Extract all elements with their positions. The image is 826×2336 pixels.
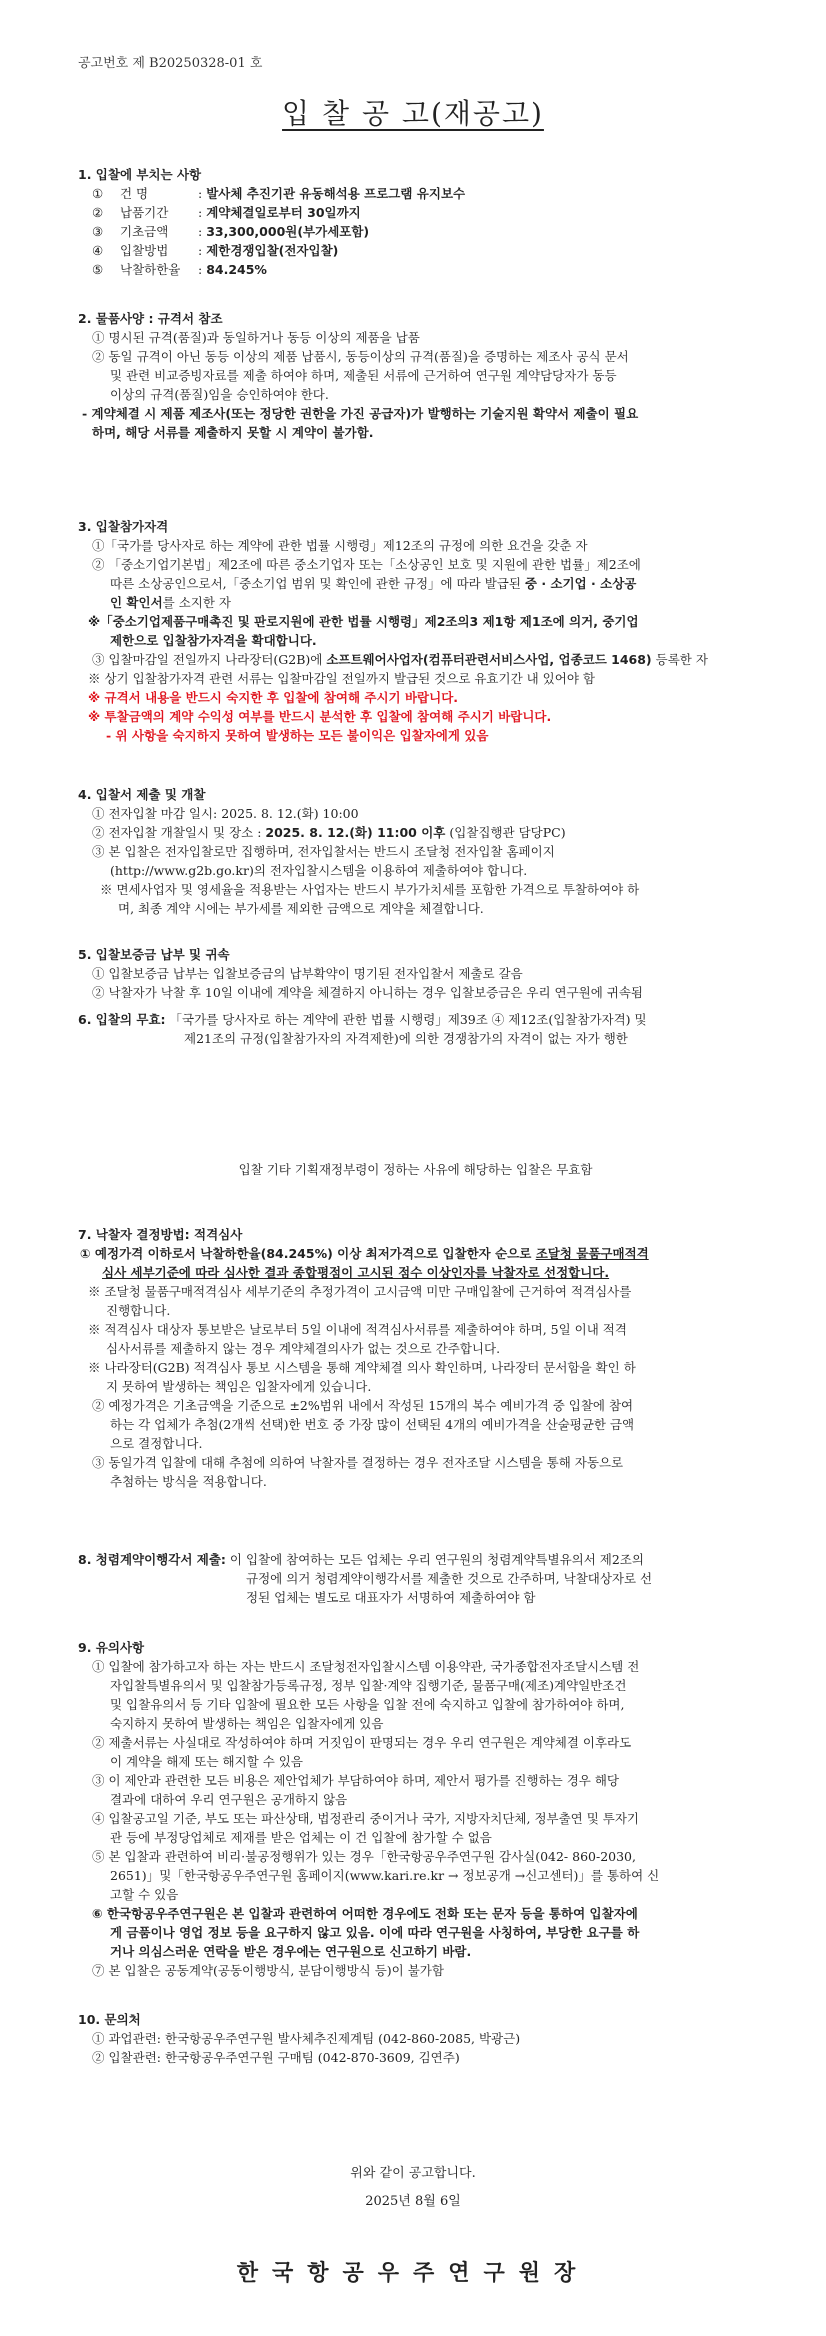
list-item: ② 납품기간 : 계약체결일로부터 30일까지 (92, 205, 361, 220)
section-7: 7. 낙찰자 결정방법: 적격심사 ① 예정가격 이하로서 낙찰하한율(84.245%) 이상 최저가격으로 입찰한자 순으로 조달청 물품구매적격 심사 세부기준에 따라 심사한 결과 종합평점이 고시된 점수 이상인자를 낙찰자로 선정합니다. ※ 조달청 물품구매적격심사 세부기준의 추정가격이 고시금액 미만 구매입찰에 근거하여 적격심사를 진행합니다. ※ 적격심사 대상자 통보받은 날로부터 5일 이내에 적격심사서류를 제출하여야 하며, 5일 이내 적격 심사서류를 제출하지 않는 경우 계약체결의사가 없는 것으로 간주합니다. ※ 나라장터(G2B) 적격심사 통보 시스템을 통해 계약체결 의사 확인하며, 나라장터 문서함을 확인 하 지 못하여 발생하는 책임은 입찰자에게 있습니다. ② 예정가격은 기초금액을 기준으로 ±2%범위 내에서 작성된 15개의 복수 예비가격 중 입찰에 참여 하는 각 업체가 추첨(2개씩 선택)한 번호 중 가장 많이 선택된 4개의 예비가격을 산술평균한 금액 으로 결정합니다. ③ 동일가격 입찰에 대해 추첨에 의하여 낙찰자를 결정하는 경우 전자조달 시스템을 통해 자동으로 추첨하는 방식을 적용합니다. (78, 1225, 753, 1491)
list-item: ③ 기초금액 : 33,300,000원(부가세포함) (92, 224, 370, 239)
section-3: 3. 입찰참가자격 ①「국가를 당사자로 하는 계약에 관한 법률 시행령」제12조의 규정에 의한 요건을 갖춘 자 ② 「중소기업기본법」제2조에 따른 중소기업자 또는「소상공인 보호 및 지원에 관한 법률」제2조에 따른 소상공인으로서,「중소기업 범위 및 확인에 관한 규정」에 따라 발급된 중 · 소기업 · 소상공 인 확인서를 소지한 자 ※「중소기업제품구매촉진 및 판로지원에 관한 법률 시행령」제2조의3 제1항 제1조에 의거, 중기업 제한으로 입찰참가자격을 확대합니다. ③ 입찰마감일 전일까지 나라장터(G2B)에 소프트웨어사업자(컴퓨터관련서비스사업, 업종코드 1468) 등록한 자 ※ 상기 입찰참가자격 관련 서류는 입찰마감일 전일까지 발급된 것으로 유효기간 내 있어야 함 ※ 규격서 내용을 반드시 숙지한 후 입찰에 참여해 주시기 바랍니다. ※ 투찰금액의 계약 수익성 여부를 반드시 분석한 후 입찰에 참여해 주시기 바랍니다. - 위 사항을 숙지하지 못하여 발생하는 모든 불이익은 입찰자에게 있음 (78, 517, 753, 745)
item-label: 낙찰하한율 (120, 262, 181, 277)
item-value: 발사체 추진기관 유동해석용 프로그램 유지보수 (206, 186, 466, 201)
list-item: ④ 입찰방법 : 제한경쟁입찰(전자입찰) (92, 243, 339, 258)
contact-bidding: ② 입찰관련: 한국항공우주연구원 구매팀 (042-870-3609, 김연주) (92, 2050, 460, 2065)
item-value: 계약체결일로부터 30일까지 (206, 205, 361, 220)
page-title: 입 찰 공 고(재공고) (282, 97, 544, 130)
section-10 (78, 2010, 753, 2067)
section-2: 2. 물품사양 : 규격서 참조 ① 명시된 규격(품질)과 동일하거나 동등 이상의 제품을 납품 ② 동일 규격이 아닌 동등 이상의 제품 납품시, 동등이상의 규격(품질)을 증명하는 제조사 공식 문서 및 관련 비교증빙자료를 제출 하여야 하며, 제출된 서류에 근거하여 연구원 계약담당자가 동등 이상의 규격(품질)임을 승인하여야 한다. - 계약체결 시 제품 제조사(또는 정당한 권한을 가진 공급자)가 발행하는 기술지원 확약서 제출이 필요 하며, 해당 서류를 제출하지 못할 시 계약이 불가함. (78, 309, 753, 442)
warning-notice: - 위 사항을 숙지하지 못하여 발생하는 모든 불이익은 입찰자에게 있음 (106, 728, 489, 743)
item-value: 제한경쟁입찰(전자입찰) (206, 243, 339, 258)
warning-notice: ※ 투찰금액의 계약 수익성 여부를 반드시 분석한 후 입찰에 참여해 주시기 바랍니다. (88, 709, 552, 724)
section-6-heading: 6. 입찰의 무효: (78, 1012, 166, 1027)
section-8-heading: 8. 청렴계약이행각서 제출: (78, 1552, 226, 1567)
section-1 (78, 165, 753, 279)
item-label: 납품기간 (120, 205, 169, 220)
list-item: ① 건 명 : 발사체 추진기관 유동해석용 프로그램 유지보수 (92, 186, 466, 201)
section-5: 5. 입찰보증금 납부 및 귀속 ① 입찰보증금 납부는 입찰보증금의 납부확약이 명기된 전자입찰서 제출로 갈음 ② 낙찰자가 낙찰 후 10일 이내에 계약을 체결하지 아니하는 경우 입찰보증금은 우리 연구원에 귀속됨 (78, 945, 753, 1002)
section-9: 9. 유의사항 ① 입찰에 참가하고자 하는 자는 반드시 조달청전자입찰시스템 이용약관, 국가종합전자조달시스템 전 자입찰특별유의서 및 입찰참가등록규정, 정부 입찰·계약 집행기준, 물품구매(제조)계약일반조건 및 입찰유의서 등 기타 입찰에 필요한 모든 사항을 입찰 전에 숙지하고 입찰에 참가하여야 하며, 숙지하지 못하여 발생하는 책임은 입찰자에게 있음 ② 제출서류는 사실대로 작성하여야 하며 거짓임이 판명되는 경우 우리 연구원은 계약체결 이후라도 이 계약을 해제 또는 해지할 수 있음 ③ 이 제안과 관련한 모든 비용은 제안업체가 부담하여야 하며, 제안서 평가를 진행하는 경우 해당 결과에 대하여 우리 연구원은 공개하지 않음 ④ 입찰공고일 기준, 부도 또는 파산상태, 법정관리 중이거나 국가, 지방자치단체, 정부출연 및 투자기 관 등에 부정당업체로 제재를 받은 업체는 이 건 입찰에 참가할 수 없음 ⑤ 본 입찰과 관련하여 비리·불공정행위가 있는 경우「한국항공우주연구원 감사실(042- 860-2030, 2651)」및「한국항공우주연구원 홈페이지(www.kari.re.kr → 정보공개 →신고센터)」를 통하여 신 고할 수 있음 ⑥ 한국항공우주연구원은 본 입찰과 관련하여 어떠한 경우에도 전화 또는 문자 등을 통하여 입찰자에 게 금품이나 영업 정보 등을 요구하지 않고 있음. 이에 따라 연구원을 사칭하여, 부당한 요구를 하 거나 의심스러운 연락을 받은 경우에는 연구원으로 신고하기 바람. ⑦ 본 입찰은 공동계약(공동이행방식, 분담이행방식 등)이 불가함 (78, 1638, 753, 1980)
section-4-heading: 4. 입찰서 제출 및 개찰 (78, 787, 206, 802)
section-3-heading: 3. 입찰참가자격 (78, 519, 169, 534)
item-label: 건 명 (120, 186, 149, 201)
item-value: 33,300,000원(부가세포함) (206, 224, 370, 239)
notice-number: 공고번호 제 B20250328-01 호 (78, 56, 263, 71)
section-7-heading: 7. 낙찰자 결정방법: 적격심사 (78, 1227, 243, 1242)
section-5-heading: 5. 입찰보증금 납부 및 귀속 (78, 947, 230, 962)
section-8: 8. 청렴계약이행각서 제출: 이 입찰에 참여하는 모든 업체는 우리 연구원의 청렴계약특별유의서 제2조의 규정에 의거 청렴계약이행각서를 제출한 것으로 간주하며, 낙찰대상자로 선 정된 업체는 별도로 대표자가 서명하여 제출하여야 함 (78, 1552, 653, 1605)
closing-statement: 위와 같이 공고합니다. (350, 2166, 476, 2181)
item-value: 84.245% (206, 262, 267, 277)
contact-task: ① 과업관련: 한국항공우주연구원 발사체추진제계팀 (042-860-2085, 박광근) (92, 2031, 521, 2046)
list-item: ⑤ 낙찰하한율 : 84.245% (92, 262, 267, 277)
issuing-agency: 한국항공우주연구원장 (236, 2261, 590, 2286)
section-1-heading: 1. 입찰에 부치는 사항 (78, 167, 202, 182)
section-4: 4. 입찰서 제출 및 개찰 ① 전자입찰 마감 일시: 2025. 8. 12.(화) 10:00 ② 전자입찰 개찰일시 및 장소 : 2025. 8. 12.(화) 11:00 이후 (입찰집행관 담당PC) ③ 본 입찰은 전자입찰로만 집행하며, 전자입찰서는 반드시 조달청 전자입찰 홈페이지 (http://www.g2b.go.kr)의 전자입찰시스템을 이용하여 제출하여야 합니다. ※ 면세사업자 및 영세율을 적용받는 사업자는 반드시 부가가치세를 포함한 가격으로 투찰하여야 하 며, 최종 계약 시에는 부가세를 제외한 금액으로 계약을 체결합니다. (78, 785, 753, 918)
section-10-heading: 10. 문의처 (78, 2012, 141, 2027)
item-label: 기초금액 (120, 224, 169, 239)
item-label: 입찰방법 (120, 243, 169, 258)
notice-date: 2025년 8월 6일 (365, 2194, 461, 2209)
section-2-heading: 2. 물품사양 : 규격서 참조 (78, 311, 223, 326)
warning-notice: ※ 규격서 내용을 반드시 숙지한 후 입찰에 참여해 주시기 바랍니다. (88, 690, 459, 705)
section-1-list (78, 184, 753, 279)
section-6: 6. 입찰의 무효: 「국가를 당사자로 하는 계약에 관한 법률 시행령」제39조 ④ 제12조(입찰참가자격) 및 제21조의 규정(입찰참가자의 자격제한)에 의한 경쟁참가의 자격이 없는 자가 행한 입찰 기타 기획재정부령이 정하는 사유에 해당하는 입찰은 무효함 (78, 1012, 647, 1177)
section-9-heading: 9. 유의사항 (78, 1640, 145, 1655)
